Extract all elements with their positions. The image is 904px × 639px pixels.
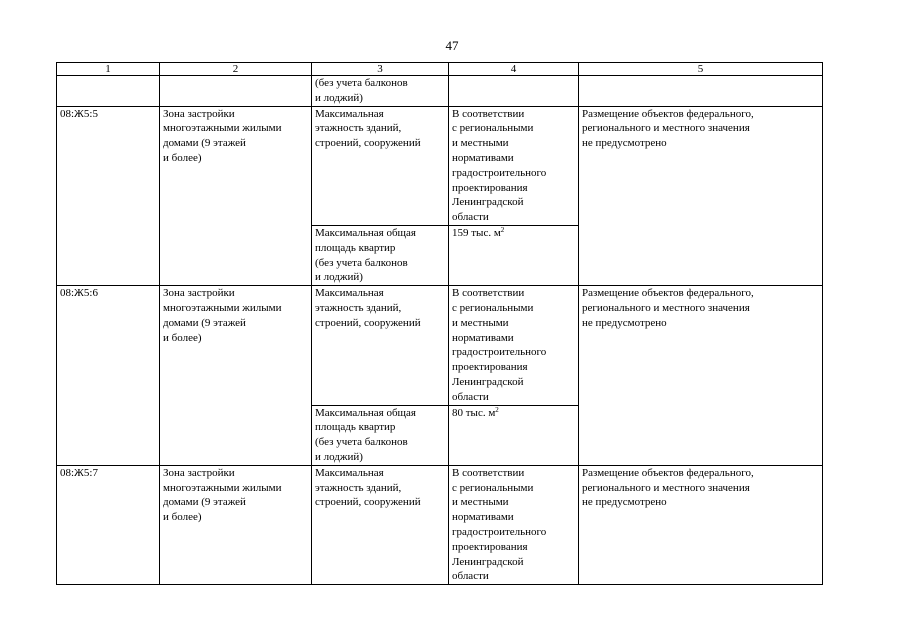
value-area-cell [449, 405, 579, 465]
continuation-param-text: (без учета балконов и лоджий) [315, 77, 408, 104]
objects-cell [579, 286, 823, 466]
continuation-name-cell [160, 76, 312, 107]
zone-code: 08:Ж5:7 [60, 466, 98, 479]
continuation-objects-cell [579, 76, 823, 107]
value-floors: В соответствии с региональными и местными нормативами градостроительного проектирования Ленинградской области [452, 287, 547, 403]
continuation-value-cell [449, 76, 579, 107]
value-floors-cell [449, 286, 579, 405]
param-floors-cell [312, 465, 449, 584]
zone-name-cell [160, 286, 312, 466]
value-floors: В соответствии с региональными и местными нормативами градостроительного проектирования Ленинградской области [452, 107, 547, 224]
table-row [57, 286, 823, 405]
continuation-param-cell [312, 76, 449, 107]
header-cell-5: 5 [579, 63, 823, 76]
zone-code-cell [57, 465, 160, 584]
zone-name: Зона застройки многоэтажными жилыми домами (9 этажей и более) [163, 107, 282, 164]
objects-cell [579, 106, 823, 286]
header-cell-3: 3 [312, 63, 449, 76]
param-floors-cell [312, 286, 449, 405]
zone-name: Зона застройки многоэтажными жилыми домами (9 этажей и более) [163, 287, 282, 344]
value-floors-cell [449, 106, 579, 225]
objects-cell [579, 465, 823, 584]
header-row [57, 63, 823, 76]
param-area: Максимальная общая площадь квартир (без учета балконов и лоджий) [315, 226, 416, 284]
continuation-row [57, 76, 823, 107]
header-cell-4: 4 [449, 63, 579, 76]
param-floors: Максимальная этажность зданий, строений, сооружений [315, 466, 421, 509]
table-row [57, 465, 823, 584]
value-area: 80 тыс. м [452, 406, 496, 419]
value-floors: В соответствии с региональными и местными нормативами градостроительного проектирования Ленинградской области [452, 466, 547, 583]
header-cell-1: 1 [57, 63, 160, 76]
header-cell-2: 2 [160, 63, 312, 76]
param-floors-cell [312, 106, 449, 225]
param-floors: Максимальная этажность зданий, строений, сооружений [315, 107, 421, 150]
zone-code: 08:Ж5:5 [60, 107, 98, 120]
zone-name: Зона застройки многоэтажными жилыми домами (9 этажей и более) [163, 466, 282, 524]
value-area-unit-exponent: 2 [500, 225, 505, 234]
param-area: Максимальная общая площадь квартир (без учета балконов и лоджий) [315, 406, 416, 463]
table-row [57, 106, 823, 225]
value-area-unit-exponent: 2 [495, 405, 499, 414]
param-area-cell [312, 225, 449, 285]
zone-name-cell [160, 106, 312, 286]
zone-code-cell [57, 106, 160, 286]
objects-text: Размещение объектов федерального, регионального и местного значения не предусмотрено [582, 287, 754, 329]
page-number: 47 [445, 38, 459, 53]
param-floors: Максимальная этажность зданий, строений, сооружений [315, 287, 421, 329]
zone-code: 08:Ж5:6 [60, 287, 98, 300]
continuation-code-cell [57, 76, 160, 107]
value-area: 159 тыс. м [452, 226, 501, 239]
zone-name-cell [160, 465, 312, 584]
param-area-cell [312, 405, 449, 465]
objects-text: Размещение объектов федерального, регионального и местного значения не предусмотрено [582, 107, 754, 150]
value-floors-cell [449, 465, 579, 584]
zones-table [56, 62, 823, 585]
value-area-cell [449, 225, 579, 285]
zone-code-cell [57, 286, 160, 466]
objects-text: Размещение объектов федерального, регионального и местного значения не предусмотрено [582, 466, 754, 509]
